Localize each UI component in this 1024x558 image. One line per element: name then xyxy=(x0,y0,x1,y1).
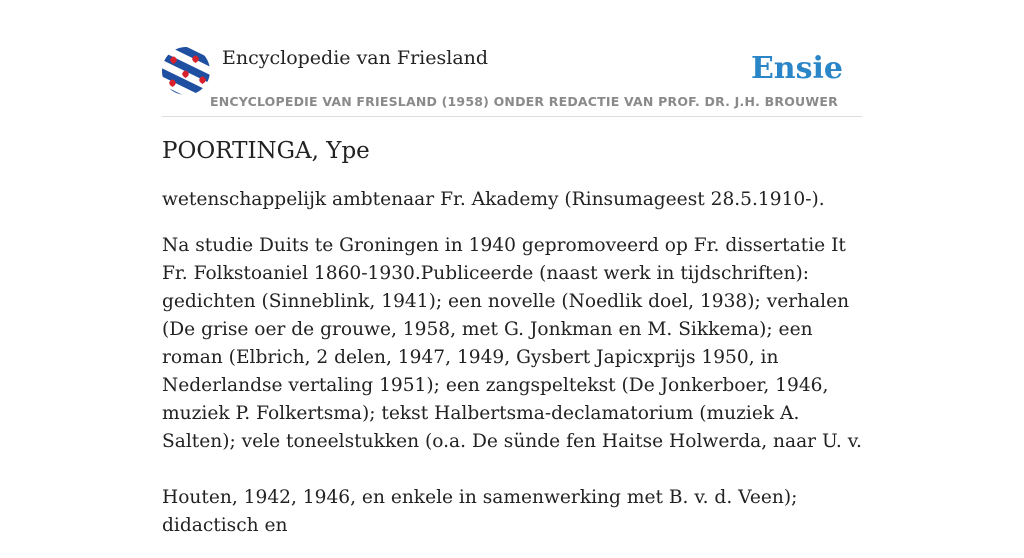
frisian-flag-icon-graphic xyxy=(162,47,210,95)
site-title-link[interactable]: Encyclopedie van Friesland xyxy=(222,47,489,69)
entry-paragraph: wetenschappelijk ambtenaar Fr. Akademy (Rinsumageest 28.5.1910-). xyxy=(162,189,825,210)
ensie-brand-link[interactable]: Ensie xyxy=(750,51,843,86)
entry-paragraph: Houten, 1942, 1946, en enkele in samenwerking met B. v. d. Veen); didactisch en xyxy=(162,487,798,536)
encyclopedia-subtitle: ENCYCLOPEDIE VAN FRIESLAND (1958) ONDER REDACTIE VAN PROF. DR. J.H. BROUWER xyxy=(210,94,838,109)
entry-title: POORTINGA, Ype xyxy=(162,138,370,164)
site-header xyxy=(162,44,862,117)
frisian-flag-icon[interactable] xyxy=(162,47,210,95)
entry-content xyxy=(162,138,862,558)
entry-paragraph: Na studie Duits te Groningen in 1940 gepromoveerd op Fr. dissertatie It Fr. Folkstoaniel 1860-1930.Publiceerde (naast werk in tijdschriften): gedichten (Sinneblink, 1941); een novelle (Noedlik doel, 1938); verhalen (De grise oer de grouwe, 1958, met G. Jonkman en M. Sikkema); een roman (Elbrich, 2 delen, 1947, 1949, Gysbert Japicxprijs 1950, in Nederlandse vertaling 1951); een zangspeltekst (De Jonkerboer, 1946, muziek P. Folkertsma); tekst Halbertsma-declamatorium (muziek A. Salten); vele toneelstukken (o.a. De sünde fen Haitse Holwerda, naar U. v. xyxy=(162,235,862,452)
